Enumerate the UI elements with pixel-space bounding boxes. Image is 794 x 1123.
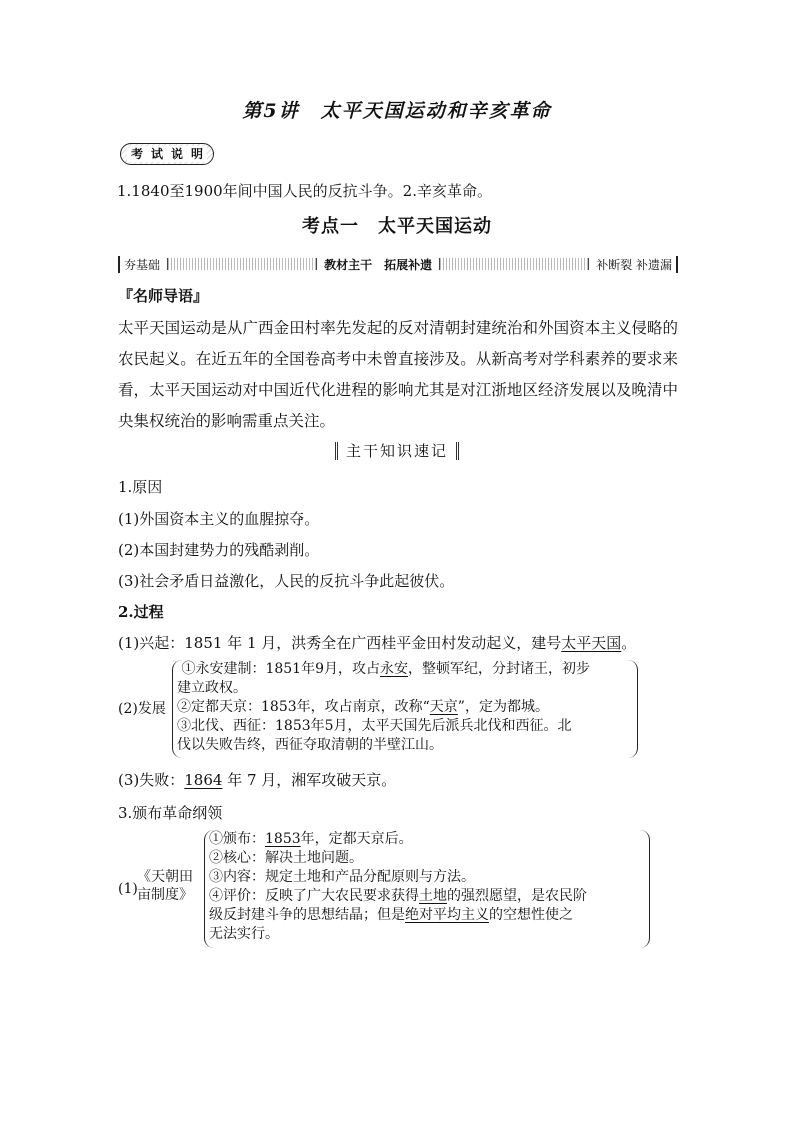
failure-text-end: 年 7 月，湘军攻破天京。 xyxy=(222,771,397,789)
program-label xyxy=(137,868,207,904)
process-title: 2.过程 xyxy=(118,603,164,621)
program-line: ②核心：解决土地问题。 xyxy=(209,850,363,866)
program-label-line: 《天朝田 xyxy=(137,869,193,885)
divider-hatch xyxy=(439,258,589,270)
badge-char: 说 xyxy=(167,146,187,162)
teacher-guide-heading: 『名师导语』 xyxy=(118,287,209,305)
causes-title: 1.原因 xyxy=(118,478,163,496)
process-rise xyxy=(118,631,636,655)
rise-text: (1)兴起：1851 年 1 月，洪秀全在广西桂平金田村发动起义，建号 xyxy=(118,634,562,652)
badge-char: 试 xyxy=(147,146,167,162)
lesson-title: 第5讲 太平天国运动和辛亥革命 xyxy=(242,100,552,122)
divider-middle-label: 教材主干 拓展补遗 xyxy=(324,257,433,272)
rise-text-end: 。 xyxy=(621,634,637,652)
cause-item: (3)社会矛盾日益激化，人民的反抗斗争此起彼伏。 xyxy=(118,572,455,590)
divider-hatch xyxy=(167,258,317,270)
cause-item: (1)外国资本主义的血腥掠夺。 xyxy=(118,510,320,528)
teacher-guide-paragraph: 太平天国运动是从广西金田村率先发起的反对清朝封建统治和外国资本主义侵略的农民起义。在近五年的全国卷高考中未曾直接涉及。从新高考对学科素养的要求来看，太平天国运动对中国近代化进程的影响尤其是对江浙地区经济发展以及晚清中央集权统治的影响需重点关注。 xyxy=(118,319,678,430)
exam-description-badge xyxy=(120,143,214,165)
badge-char: 考 xyxy=(127,146,147,162)
section-divider xyxy=(118,255,678,273)
failure-text: (3)失败： xyxy=(118,771,185,789)
failure-year: 1864 xyxy=(184,771,223,789)
badge-char: 明 xyxy=(187,146,207,162)
point-title: 考点一 太平天国运动 xyxy=(302,216,492,237)
program-title: 3.颁布革命纲领 xyxy=(118,804,223,822)
divider-right-label: 补断裂 补遗漏 xyxy=(592,256,678,273)
program-line: 级反封建斗争的思想结晶；但是绝对平均主义的空想性使之 xyxy=(209,907,573,923)
dev-line: 建立政权。 xyxy=(177,680,247,696)
program-line: 无法实行。 xyxy=(209,926,279,942)
exam-scope-text: 1.1840至1900年间中国人民的反抗斗争。2.辛亥革命。 xyxy=(117,182,492,200)
rise-keyword: 太平天国 xyxy=(561,634,622,652)
program-brace xyxy=(204,830,650,948)
knowledge-subheading xyxy=(0,440,794,461)
development-brace xyxy=(172,660,638,758)
dev-line: ①永安建制：1851年9月，攻占永安，整顿军纪，分封诸王，初步 xyxy=(181,661,590,677)
process-failure xyxy=(118,768,396,792)
cause-item: (2)本国封建势力的残酷剥削。 xyxy=(118,541,320,559)
knowledge-subheading-text: 主干知识速记 xyxy=(335,442,459,460)
program-label-num: (1) xyxy=(118,881,138,897)
dev-line: ③北伐、西征：1853年5月，太平天国先后派兵北伐和西征。北 xyxy=(177,718,572,734)
dev-line: 伐以失败告终，西征夺取清朝的半壁江山。 xyxy=(177,737,443,753)
program-line: ①颁布：1853年，定都天京后。 xyxy=(209,831,413,847)
development-label: (2)发展 xyxy=(118,701,166,717)
program-line: ④评价：反映了广大农民要求获得土地的强烈愿望，是农民阶 xyxy=(209,888,587,904)
divider-left-label: 夯基础 xyxy=(118,256,164,273)
program-label-line: 亩制度》 xyxy=(137,887,193,903)
program-line: ③内容：规定土地和产品分配原则与方法。 xyxy=(209,869,475,885)
dev-line: ②定都天京：1853年，攻占南京，改称“天京”，定为都城。 xyxy=(177,699,549,715)
